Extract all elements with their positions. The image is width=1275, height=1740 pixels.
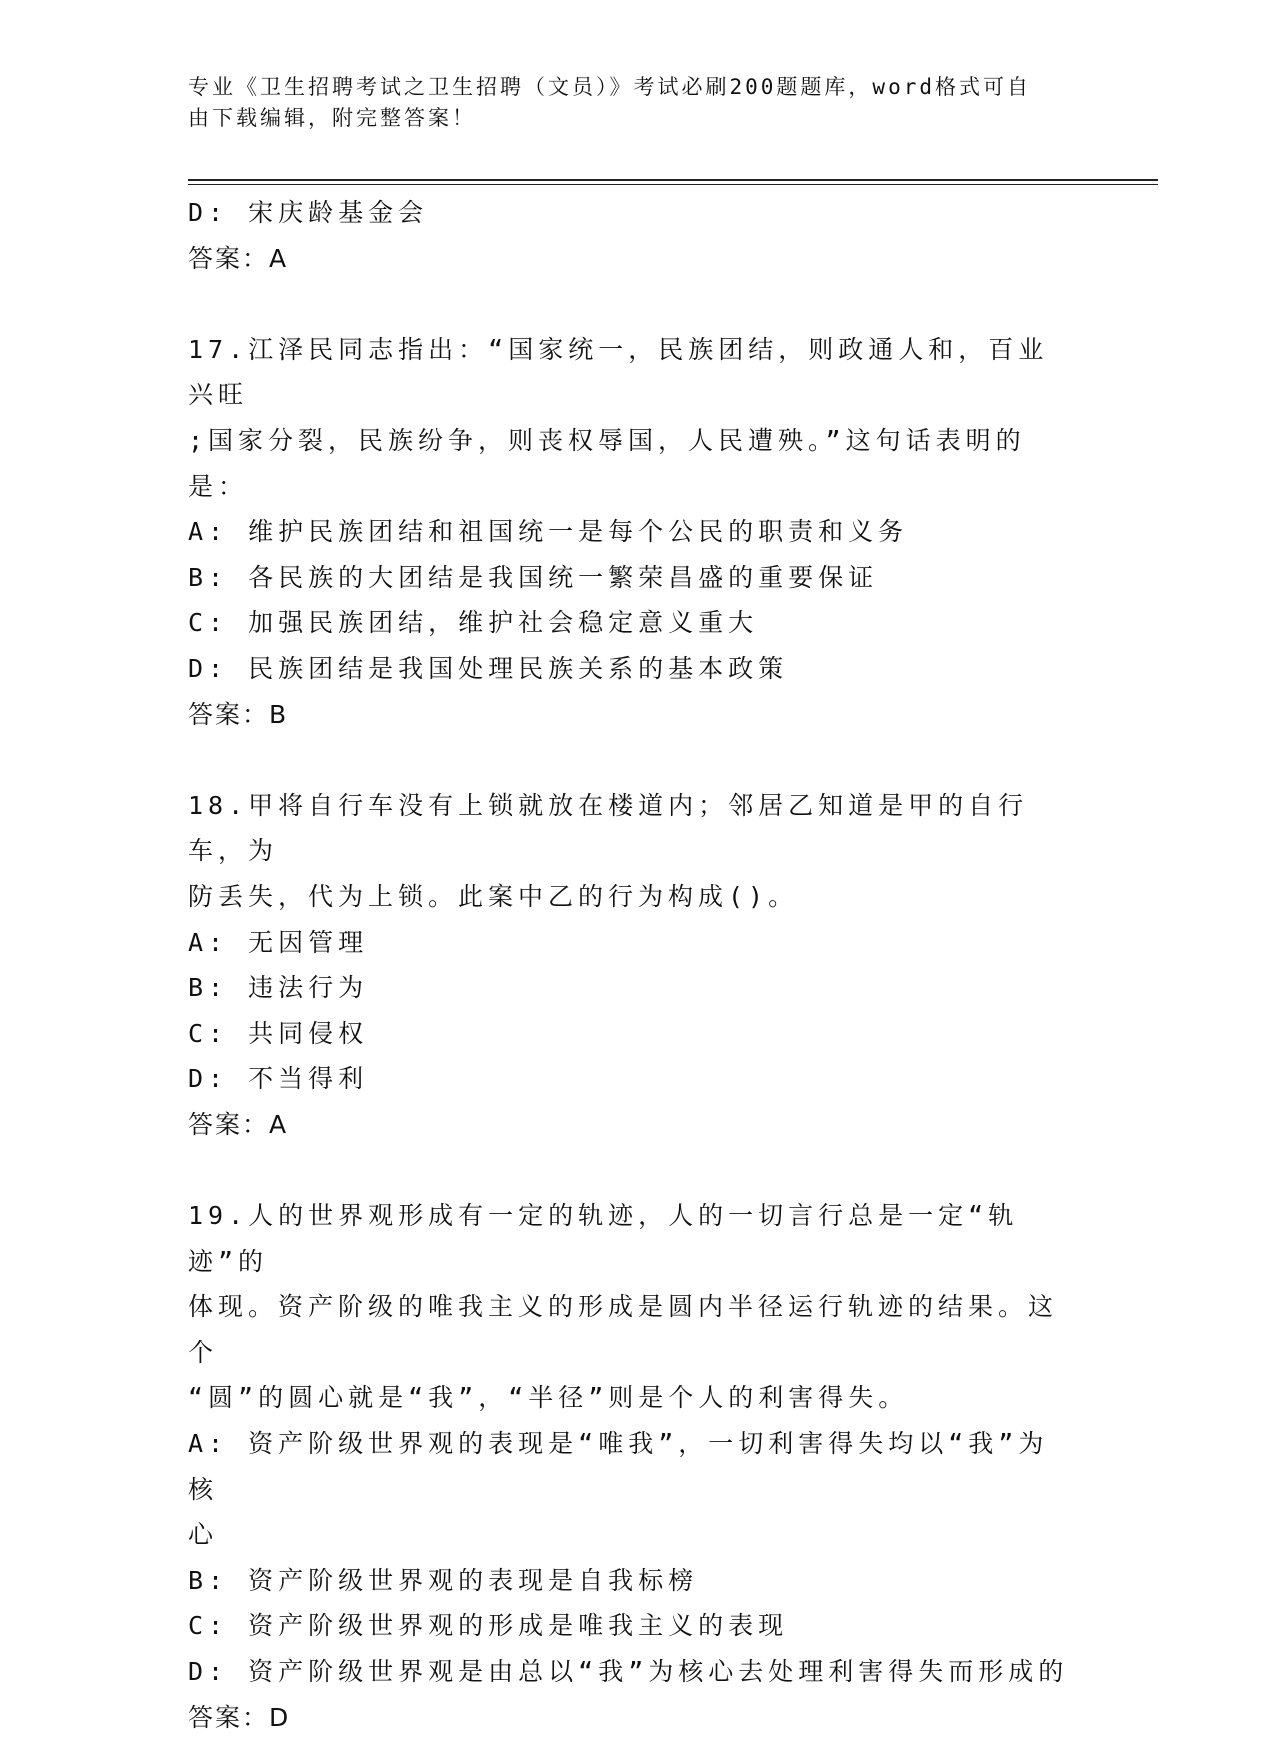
option-d: D: 资产阶级世界观是由总以“我”为核心去处理利害得失而形成的	[188, 1657, 1069, 1686]
question-19	[188, 1193, 1078, 1740]
answer-line: 答案：A	[188, 1109, 289, 1139]
header-divider-thick	[188, 179, 1158, 181]
question-stem: 防丢失，代为上锁。此案中乙的行为构成()。	[188, 881, 799, 911]
question-stem: “圆”的圆心就是“我”，“半径”则是个人的利害得失。	[188, 1383, 909, 1413]
answer-line: 答案：A	[188, 243, 289, 273]
header-line-2: 由下载编辑，附完整答案！	[188, 106, 476, 130]
option-c: C: 资产阶级世界观的形成是唯我主义的表现	[188, 1611, 789, 1641]
question-stem: 17.江泽民同志指出：“国家统一，民族团结，则政通人和，百业兴旺	[188, 334, 1049, 410]
option-b: B: 各民族的大团结是我国统一繁荣昌盛的重要保证	[188, 562, 879, 592]
header-divider-thin	[188, 184, 1158, 185]
question-stem: ;国家分裂，民族纷争，则丧权辱国，人民遭殃。”这句话表明的是：	[188, 425, 1026, 501]
question-stem: 19.人的世界观形成有一定的轨迹，人的一切言行总是一定“轨迹”的	[188, 1201, 1019, 1276]
option-b: B: 资产阶级世界观的表现是自我标榜	[188, 1565, 699, 1595]
option-a: A: 资产阶级世界观的表现是“唯我”，一切利害得失均以“我”为核	[188, 1429, 1049, 1504]
question-list	[188, 190, 1078, 1740]
option-c: C: 加强民族团结，维护社会稳定意义重大	[188, 608, 759, 638]
question-17	[188, 327, 1078, 737]
header-line-1: 专业《卫生招聘考试之卫生招聘（文员）》考试必刷200题题库，word格式可自	[188, 75, 1031, 99]
option-a-continued: 心	[188, 1520, 219, 1550]
page-header	[188, 72, 1068, 134]
spacer	[188, 1147, 1078, 1193]
option-c: C: 共同侵权	[188, 1018, 369, 1048]
option-b: B: 违法行为	[188, 973, 369, 1003]
question-16-tail	[188, 190, 1078, 281]
answer-line: 答案：D	[188, 1702, 291, 1732]
option-a: A: 维护民族团结和祖国统一是每个公民的职责和义务	[188, 517, 909, 547]
option-d: D: 宋庆龄基金会	[188, 198, 429, 227]
option-a: A: 无因管理	[188, 927, 369, 957]
spacer	[188, 281, 1078, 327]
question-18	[188, 783, 1078, 1148]
option-d: D: 不当得利	[188, 1064, 369, 1094]
spacer	[188, 737, 1078, 783]
question-stem: 18.甲将自行车没有上锁就放在楼道内；邻居乙知道是甲的自行车，为	[188, 790, 1029, 866]
answer-line: 答案：B	[188, 699, 289, 729]
question-stem: 体现。资产阶级的唯我主义的形成是圆内半径运行轨迹的结果。这个	[188, 1292, 1059, 1367]
option-d: D: 民族团结是我国处理民族关系的基本政策	[188, 653, 789, 683]
